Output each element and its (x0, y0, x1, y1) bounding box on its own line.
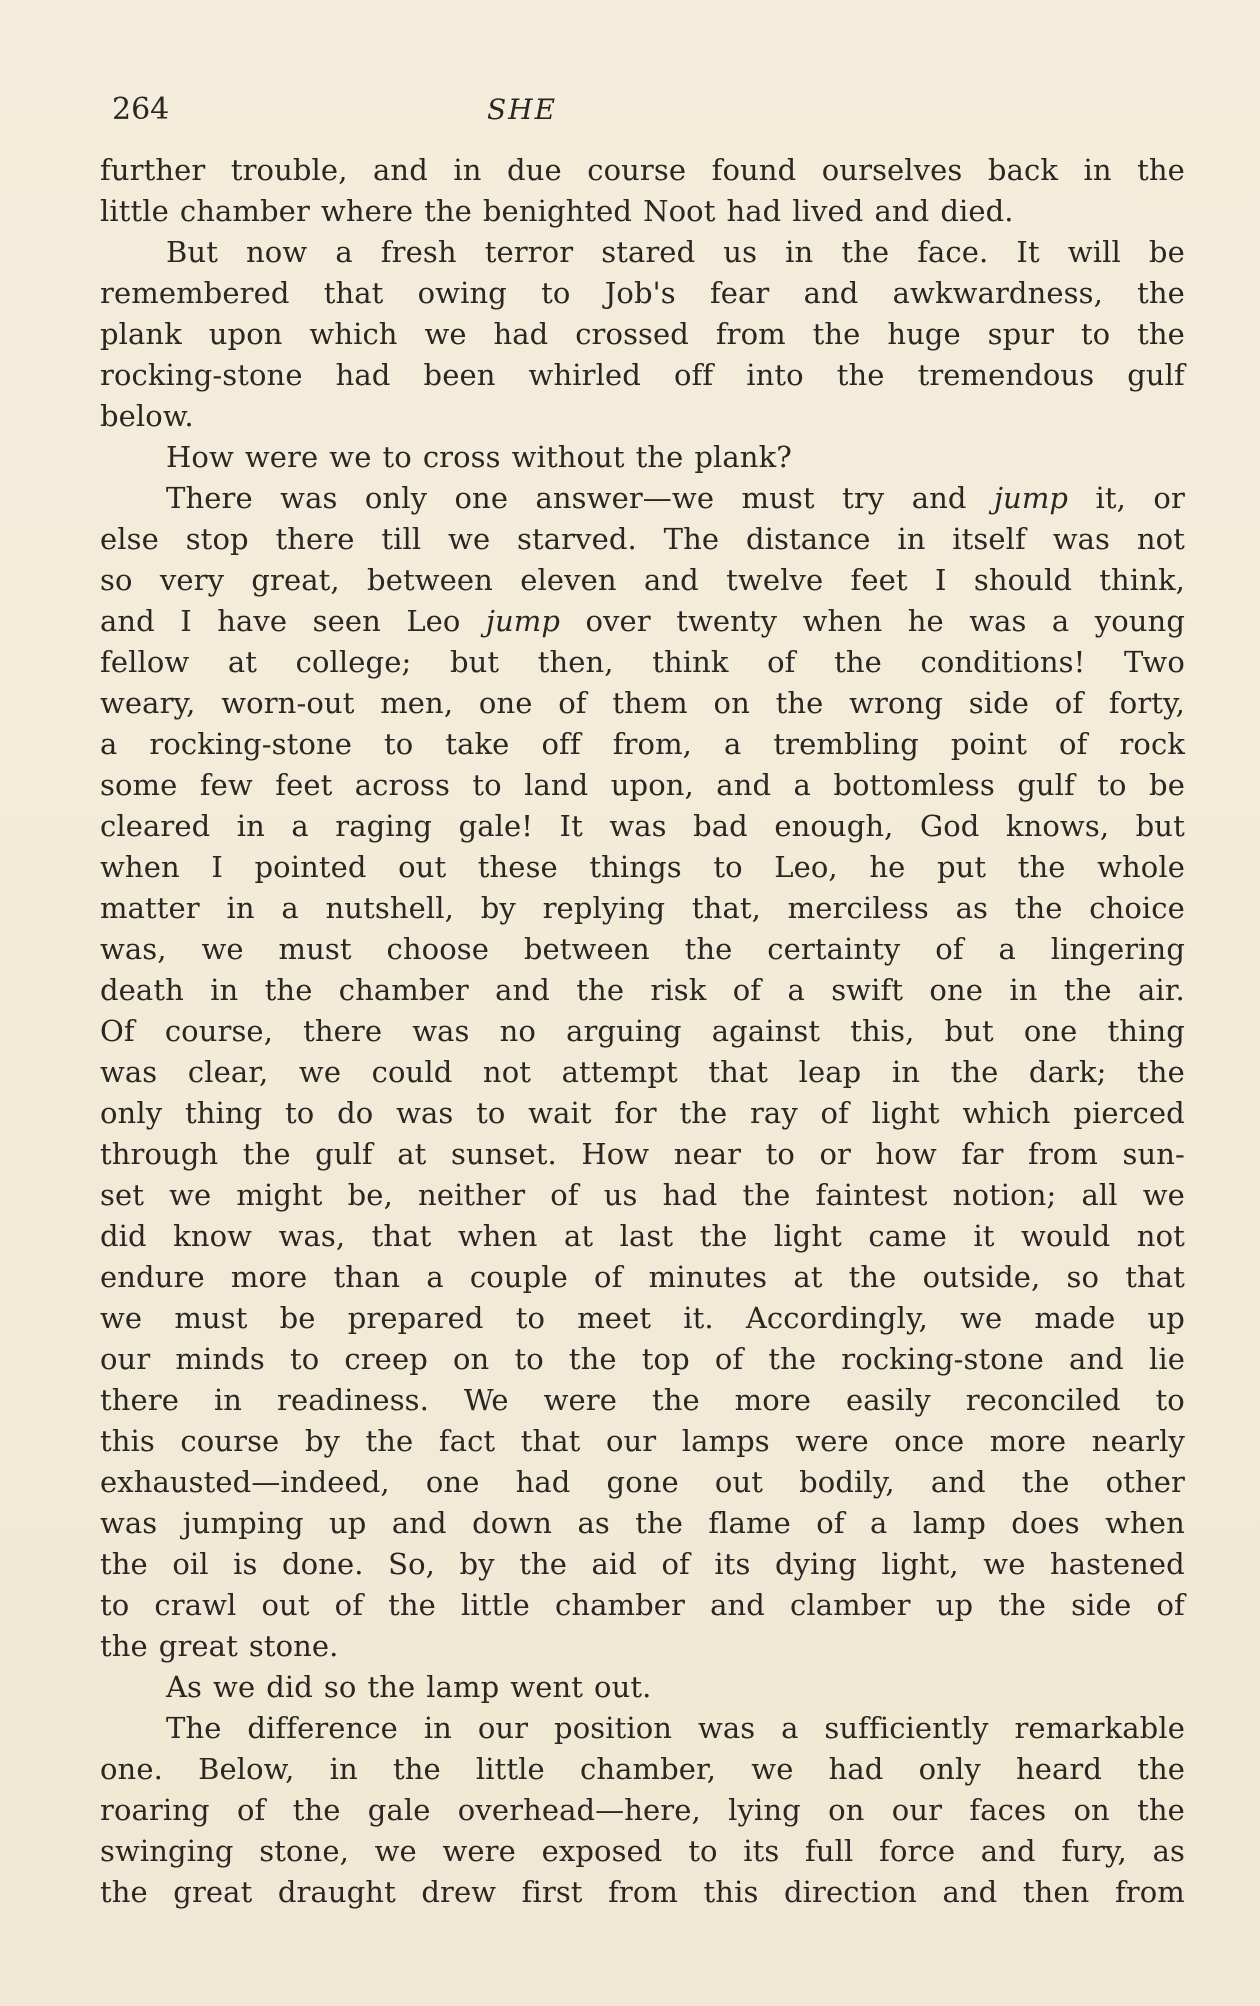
text-line: when I pointed out these things to Leo, he put the whole (100, 850, 1185, 884)
text-line: so very great, between eleven and twelve feet I should think, (100, 563, 1185, 597)
text-line: the great stone. (100, 1629, 339, 1663)
text-line: roaring of the gale overhead—here, lying on our faces on the (100, 1793, 1185, 1827)
text-line: death in the chamber and the risk of a swift one in the air. (100, 973, 1185, 1007)
text-line: was clear, we could not attempt that leap in the dark; the (100, 1055, 1185, 1089)
text-line: How were we to cross without the plank? (166, 440, 792, 474)
text-line: There was only one answer—we must try and jump it, or (166, 481, 1185, 515)
text-line: one. Below, in the little chamber, we had only heard the (100, 1752, 1185, 1786)
text-line: the great draught drew first from this direction and then from (100, 1875, 1185, 1909)
text-line: below. (100, 399, 194, 433)
page-number: 264 (112, 92, 170, 127)
text-line: a rocking-stone to take off from, a trembling point of rock (100, 727, 1185, 761)
text-line: set we might be, neither of us had the faintest notion; all we (100, 1178, 1185, 1212)
text-line: But now a fresh terror stared us in the face. It will be (166, 235, 1185, 269)
text-line: the oil is done. So, by the aid of its dying light, we hastened (100, 1547, 1185, 1581)
page-header (112, 90, 1192, 130)
text-line: Of course, there was no arguing against this, but one thing (100, 1014, 1185, 1048)
text-line: fellow at college; but then, think of the conditions! Two (100, 645, 1185, 679)
text-line: some few feet across to land upon, and a bottomless gulf to be (100, 768, 1185, 802)
text-line: weary, worn-out men, one of them on the wrong side of forty, (100, 686, 1185, 720)
text-line: The difference in our position was a sufficiently remarkable (166, 1711, 1185, 1745)
text-line: our minds to creep on to the top of the rocking-stone and lie (100, 1342, 1185, 1376)
text-line: plank upon which we had crossed from the huge spur to the (100, 317, 1185, 351)
text-line: As we did so the lamp went out. (166, 1670, 652, 1704)
body-text (100, 150, 1185, 1913)
running-title: SHE (486, 93, 558, 126)
text-line: rocking-stone had been whirled off into the tremendous gulf (100, 358, 1185, 392)
text-line: was, we must choose between the certainty of a lingering (100, 932, 1185, 966)
text-line: through the gulf at sunset. How near to or how far from sun- (100, 1137, 1185, 1171)
text-line: exhausted—indeed, one had gone out bodily, and the other (100, 1465, 1185, 1499)
text-line: further trouble, and in due course found ourselves back in the (100, 153, 1185, 187)
text-line: else stop there till we starved. The distance in itself was not (100, 522, 1185, 556)
text-line: this course by the fact that our lamps were once more nearly (100, 1424, 1185, 1458)
text-line: and I have seen Leo jump over twenty when he was a young (100, 604, 1185, 638)
text-line: matter in a nutshell, by replying that, merciless as the choice (100, 891, 1185, 925)
text-line: we must be prepared to meet it. Accordingly, we made up (100, 1301, 1185, 1335)
text-line: there in readiness. We were the more easily reconciled to (100, 1383, 1185, 1417)
text-line: was jumping up and down as the flame of a lamp does when (100, 1506, 1185, 1540)
text-line: endure more than a couple of minutes at the outside, so that (100, 1260, 1185, 1294)
text-line: cleared in a raging gale! It was bad enough, God knows, but (100, 809, 1185, 843)
text-line: swinging stone, we were exposed to its full force and fury, as (100, 1834, 1185, 1868)
text-line: remembered that owing to Job's fear and awkwardness, the (100, 276, 1185, 310)
text-line: little chamber where the benighted Noot had lived and died. (100, 194, 1014, 228)
text-line: to crawl out of the little chamber and clamber up the side of (100, 1588, 1185, 1622)
text-line: did know was, that when at last the light came it would not (100, 1219, 1185, 1253)
text-line: only thing to do was to wait for the ray of light which pierced (100, 1096, 1185, 1130)
